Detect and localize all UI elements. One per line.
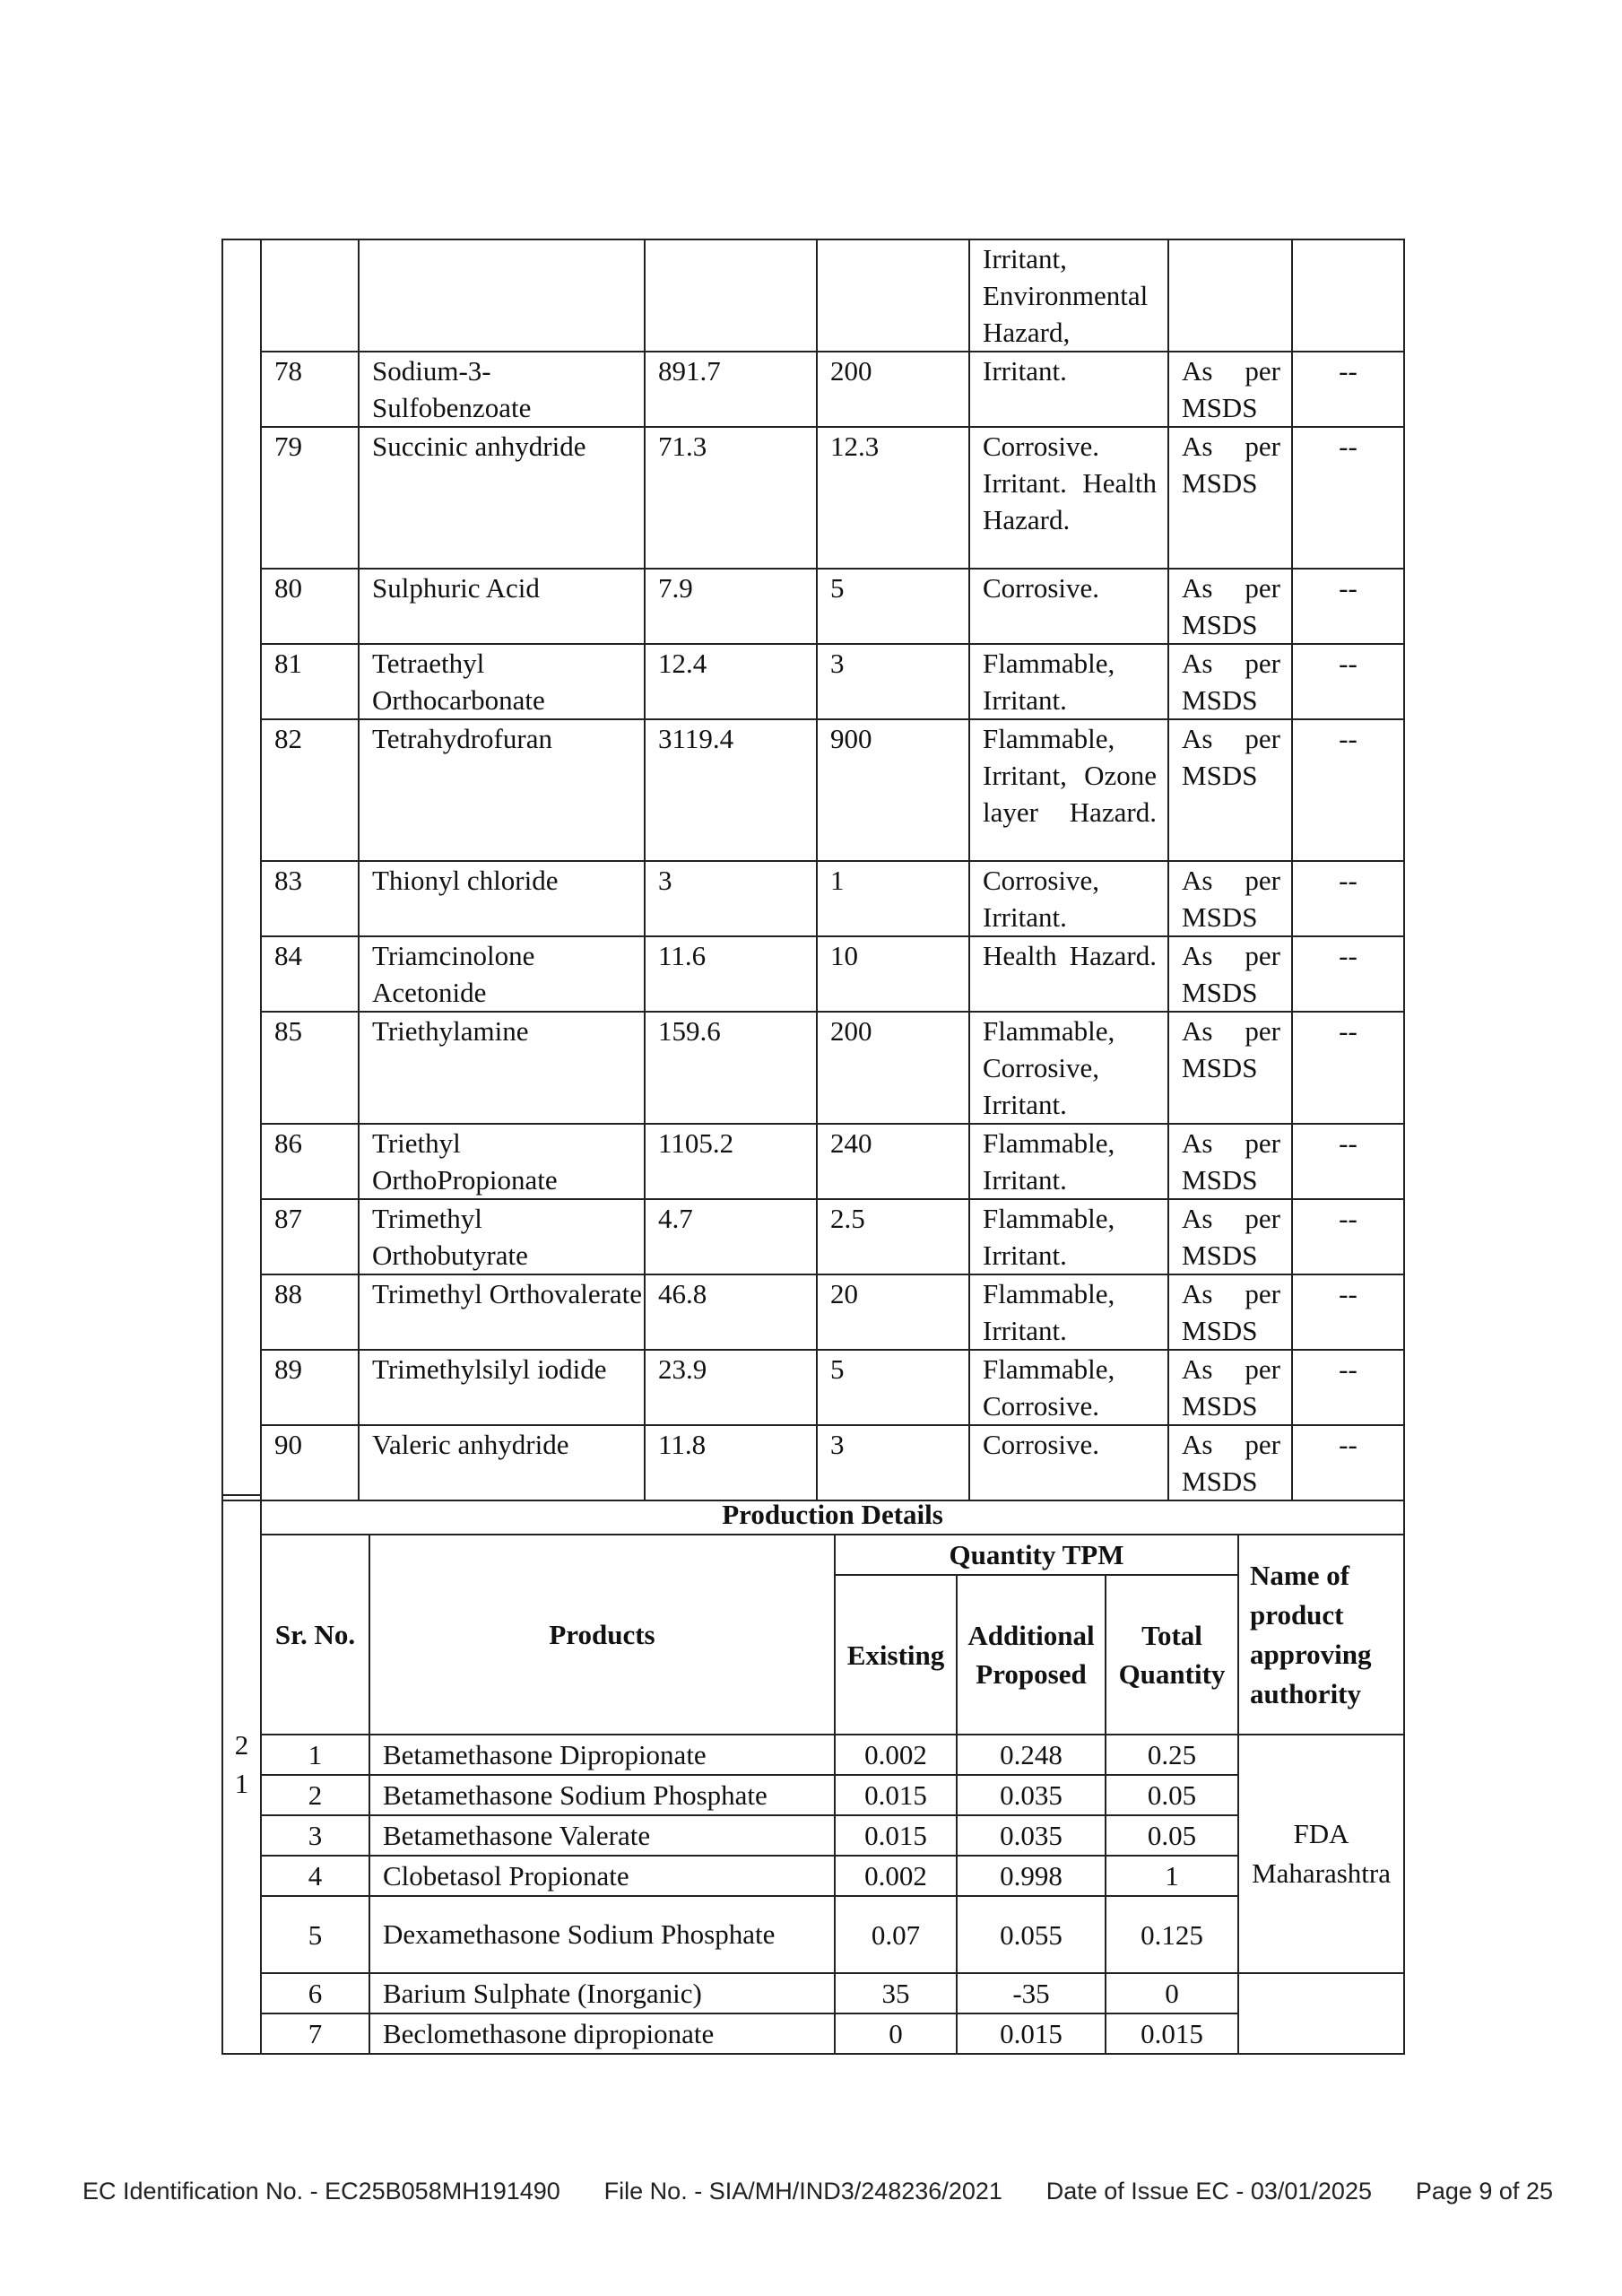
ec-identification: EC Identification No. - EC25B058MH191490 [82, 2178, 560, 2205]
product-row [222, 1735, 1404, 1775]
product-existing: 35 [835, 1973, 957, 2013]
product-row [222, 1896, 1404, 1973]
chemical-name: Triethyl OrthoPropionate [359, 1124, 645, 1199]
chemical-measures: As per MSDS [1168, 1350, 1292, 1425]
product-total: 0 [1106, 1973, 1238, 2013]
chemical-qty-1: 4.7 [645, 1199, 817, 1274]
section-side-cell [222, 239, 261, 1500]
chemical-hazard: Flammable, Irritant. [969, 1274, 1168, 1350]
chemical-qty-1: 46.8 [645, 1274, 817, 1350]
chemical-hazard: Corrosive. Irritant. Health Hazard. [969, 427, 1168, 569]
product-total: 0.05 [1106, 1815, 1238, 1856]
chemical-qty-2: 20 [817, 1274, 969, 1350]
chemical-name: Tetraethyl Orthocarbonate [359, 644, 645, 719]
chemical-sr-no: 78 [261, 352, 359, 427]
chemical-row [222, 719, 1404, 861]
approving-authority: FDA Maharashtra [1238, 1735, 1404, 1973]
production-header-row-1 [222, 1535, 1404, 1575]
product-existing: 0.015 [835, 1775, 957, 1815]
chemical-row [222, 352, 1404, 427]
product-sr-no: 3 [261, 1815, 369, 1856]
file-number: File No. - SIA/MH/IND3/248236/2021 [603, 2178, 1002, 2205]
chemical-qty-1: 3119.4 [645, 719, 817, 861]
hazard-cell: Irritant, Environmental Hazard, [969, 239, 1168, 352]
product-additional: 0.248 [957, 1735, 1106, 1775]
product-total: 1 [1106, 1856, 1238, 1896]
chemical-name: Succinic anhydride [359, 427, 645, 569]
chemical-remark: -- [1292, 1012, 1404, 1124]
chemical-hazard: Flammable, Irritant. [969, 1199, 1168, 1274]
product-existing: 0.07 [835, 1896, 957, 1973]
chemical-sr-no: 85 [261, 1012, 359, 1124]
chemical-qty-2: 200 [817, 1012, 969, 1124]
chemical-measures: As per MSDS [1168, 1124, 1292, 1199]
chemical-qty-1: 11.6 [645, 936, 817, 1012]
chemical-table [221, 239, 1405, 1501]
chemical-hazard: Flammable, Corrosive, Irritant. [969, 1012, 1168, 1124]
chemical-sr-no: 90 [261, 1425, 359, 1500]
chemical-remark: -- [1292, 1350, 1404, 1425]
product-existing: 0.002 [835, 1735, 957, 1775]
header-sr-no: Sr. No. [261, 1535, 369, 1735]
chemical-measures: As per MSDS [1168, 569, 1292, 644]
date-of-issue: Date of Issue EC - 03/01/2025 [1045, 2178, 1372, 2205]
chemical-name: Triethylamine [359, 1012, 645, 1124]
chemical-qty-2: 5 [817, 569, 969, 644]
product-name: Betamethasone Valerate [369, 1815, 835, 1856]
chemical-qty-1: 3 [645, 861, 817, 936]
header-total: Total Quantity [1106, 1575, 1238, 1735]
product-total: 0.25 [1106, 1735, 1238, 1775]
product-row [222, 2013, 1404, 2054]
chemical-qty-2: 5 [817, 1350, 969, 1425]
chemical-name: Thionyl chloride [359, 861, 645, 936]
chemical-qty-1: 1105.2 [645, 1124, 817, 1199]
chemical-remark: -- [1292, 427, 1404, 569]
chemical-name: Triamcinolone Acetonide [359, 936, 645, 1012]
page-footer [82, 2178, 1553, 2205]
product-existing: 0 [835, 2013, 957, 2054]
chemical-hazard: Corrosive, Irritant. [969, 861, 1168, 936]
chemical-hazard: Flammable, Irritant. [969, 644, 1168, 719]
chemical-row [222, 1350, 1404, 1425]
product-sr-no: 4 [261, 1856, 369, 1896]
chemical-remark: -- [1292, 1274, 1404, 1350]
chemical-remark: -- [1292, 644, 1404, 719]
production-table [221, 1494, 1405, 2055]
chemical-sr-no: 86 [261, 1124, 359, 1199]
chemical-name: Sulphuric Acid [359, 569, 645, 644]
chemical-measures: As per MSDS [1168, 1425, 1292, 1500]
chemical-measures: As per MSDS [1168, 427, 1292, 569]
header-existing: Existing [835, 1575, 957, 1735]
product-name: Beclomethasone dipropionate [369, 2013, 835, 2054]
chemical-qty-2: 240 [817, 1124, 969, 1199]
product-total: 0.05 [1106, 1775, 1238, 1815]
chemical-sr-no: 80 [261, 569, 359, 644]
chemical-qty-1: 11.8 [645, 1425, 817, 1500]
chemical-qty-2: 2.5 [817, 1199, 969, 1274]
product-additional: 0.035 [957, 1815, 1106, 1856]
chemical-name: Trimethyl Orthobutyrate [359, 1199, 645, 1274]
header-products: Products [369, 1535, 835, 1735]
product-additional: -35 [957, 1973, 1106, 2013]
chemical-row [222, 644, 1404, 719]
product-row [222, 1815, 1404, 1856]
chemical-sr-no: 88 [261, 1274, 359, 1350]
chemical-remark: -- [1292, 936, 1404, 1012]
chemical-qty-1: 23.9 [645, 1350, 817, 1425]
page-number: Page 9 of 25 [1415, 2178, 1553, 2205]
chemical-qty-2: 10 [817, 936, 969, 1012]
chemical-hazard: Flammable, Corrosive. [969, 1350, 1168, 1425]
chemical-qty-1: 7.9 [645, 569, 817, 644]
product-name: Betamethasone Dipropionate [369, 1735, 835, 1775]
product-name: Betamethasone Sodium Phosphate [369, 1775, 835, 1815]
chemical-sr-no: 89 [261, 1350, 359, 1425]
product-sr-no: 6 [261, 1973, 369, 2013]
chemical-hazard: Flammable, Irritant. [969, 1124, 1168, 1199]
chemical-row [222, 1199, 1404, 1274]
chemical-qty-2: 900 [817, 719, 969, 861]
chemical-remark: -- [1292, 569, 1404, 644]
chemical-hazard: Corrosive. [969, 1425, 1168, 1500]
product-existing: 0.015 [835, 1815, 957, 1856]
chemical-qty-2: 3 [817, 1425, 969, 1500]
chemical-measures: As per MSDS [1168, 644, 1292, 719]
product-additional: 0.998 [957, 1856, 1106, 1896]
chemical-remark: -- [1292, 1425, 1404, 1500]
chemical-measures: As per MSDS [1168, 1199, 1292, 1274]
chemical-row [222, 1425, 1404, 1500]
header-authority: Name of product approving authority [1238, 1535, 1404, 1735]
chemical-measures: As per MSDS [1168, 719, 1292, 861]
chemical-row [222, 861, 1404, 936]
product-row [222, 1775, 1404, 1815]
chemical-row [222, 1012, 1404, 1124]
chemical-row [222, 427, 1404, 569]
product-total: 0.015 [1106, 2013, 1238, 2054]
chemical-hazard: Irritant. [969, 352, 1168, 427]
chemical-qty-2: 200 [817, 352, 969, 427]
product-name: Barium Sulphate (Inorganic) [369, 1973, 835, 2013]
chemical-name: Valeric anhydride [359, 1425, 645, 1500]
authority-empty-cell [1238, 1973, 1404, 2054]
chemical-sr-no: 83 [261, 861, 359, 936]
chemical-row [222, 569, 1404, 644]
chemical-qty-2: 1 [817, 861, 969, 936]
chemical-row [222, 1274, 1404, 1350]
product-sr-no: 2 [261, 1775, 369, 1815]
chemical-remark: -- [1292, 719, 1404, 861]
chemical-name: Trimethylsilyl iodide [359, 1350, 645, 1425]
product-sr-no: 7 [261, 2013, 369, 2054]
chemical-hazard: Corrosive. [969, 569, 1168, 644]
product-additional: 0.035 [957, 1775, 1106, 1815]
header-additional: Additional Proposed [957, 1575, 1106, 1735]
chemical-sr-no: 84 [261, 936, 359, 1012]
product-additional: 0.015 [957, 2013, 1106, 2054]
chemical-row-continuation [222, 239, 1404, 352]
product-additional: 0.055 [957, 1896, 1106, 1973]
chemical-name: Tetrahydrofuran [359, 719, 645, 861]
chemical-qty-1: 891.7 [645, 352, 817, 427]
chemical-qty-2: 12.3 [817, 427, 969, 569]
chemical-sr-no: 81 [261, 644, 359, 719]
chemical-qty-1: 12.4 [645, 644, 817, 719]
production-title-row [222, 1495, 1404, 1535]
chemical-row [222, 936, 1404, 1012]
chemical-qty-1: 71.3 [645, 427, 817, 569]
product-row [222, 1856, 1404, 1896]
product-name: Dexamethasone Sodium Phosphate [369, 1896, 835, 1973]
chemical-sr-no: 82 [261, 719, 359, 861]
chemical-sr-no: 79 [261, 427, 359, 569]
chemical-name: Trimethyl Orthovalerate [359, 1274, 645, 1350]
product-name: Clobetasol Propionate [369, 1856, 835, 1896]
chemical-measures: As per MSDS [1168, 1274, 1292, 1350]
production-title: Production Details [261, 1495, 1404, 1535]
section-number: 2 1 [222, 1495, 261, 2054]
chemical-measures: As per MSDS [1168, 861, 1292, 936]
chemical-remark: -- [1292, 861, 1404, 936]
product-total: 0.125 [1106, 1896, 1238, 1973]
chemical-qty-2: 3 [817, 644, 969, 719]
chemical-measures: As per MSDS [1168, 1012, 1292, 1124]
chemical-row [222, 1124, 1404, 1199]
chemical-remark: -- [1292, 1199, 1404, 1274]
product-row [222, 1973, 1404, 2013]
chemical-hazard: Health Hazard. [969, 936, 1168, 1012]
chemical-hazard: Flammable, Irritant, Ozone layer Hazard. [969, 719, 1168, 861]
chemical-measures: As per MSDS [1168, 936, 1292, 1012]
chemical-remark: -- [1292, 1124, 1404, 1199]
product-existing: 0.002 [835, 1856, 957, 1896]
product-sr-no: 5 [261, 1896, 369, 1973]
product-sr-no: 1 [261, 1735, 369, 1775]
chemical-remark: -- [1292, 352, 1404, 427]
chemical-name: Sodium-3-Sulfobenzoate [359, 352, 645, 427]
chemical-sr-no: 87 [261, 1199, 359, 1274]
header-quantity: Quantity TPM [835, 1535, 1238, 1575]
chemical-measures: As per MSDS [1168, 352, 1292, 427]
chemical-qty-1: 159.6 [645, 1012, 817, 1124]
